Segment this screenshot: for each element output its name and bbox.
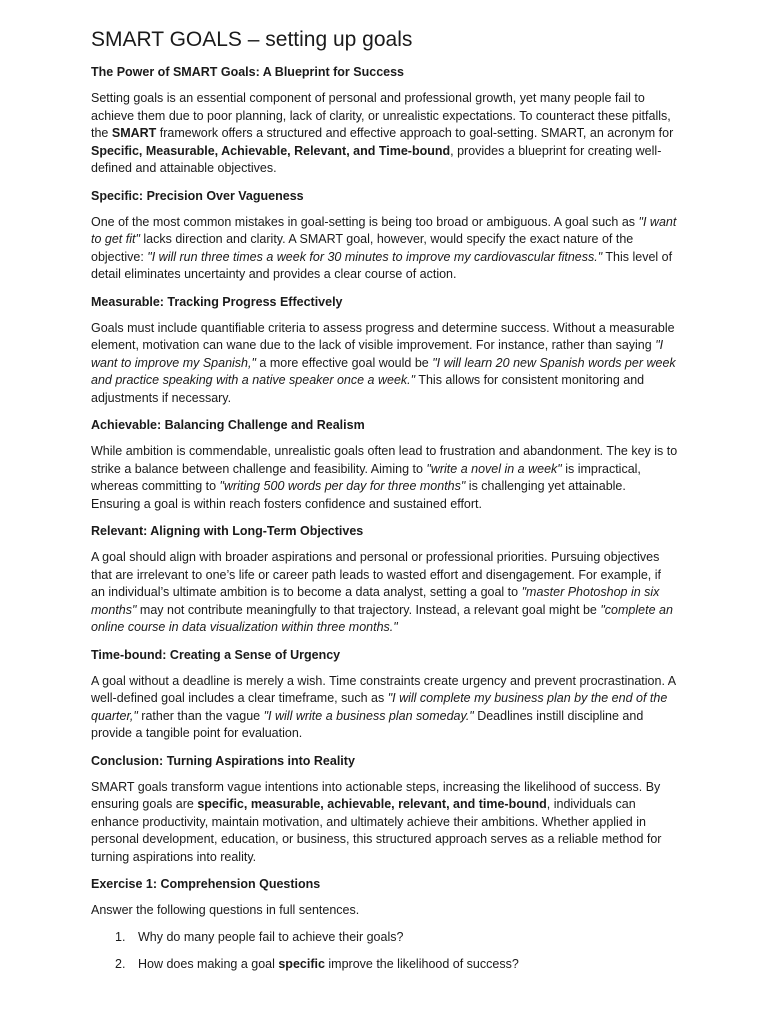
text-run: This allows for consistent monitoring and adjustments if necessary. (91, 373, 645, 405)
section-heading: Conclusion: Turning Aspirations into Reality (91, 753, 355, 768)
section-timebound (91, 646, 678, 743)
text-run: , individuals can enhance productivity, maintain motivation, and ultimately achieve their ambitions. Whether applied in personal development, education, or business, this structured approach serves as a reliable method for turning aspirations into reality. (91, 797, 662, 864)
text-run: Deadlines instill discipline and provide a tangible point for evaluation. (91, 708, 644, 740)
section-heading: Achievable: Balancing Challenge and Realism (91, 418, 365, 432)
bold-run: SMART (111, 126, 157, 140)
section-heading: Measurable: Tracking Progress Effectively (91, 294, 343, 309)
text-run: is impractical, whereas committing to (91, 461, 641, 493)
section-measurable (91, 293, 678, 408)
text-run: improve the likelihood of success? (324, 957, 519, 971)
text-run: This level of detail eliminates uncertainty and provides a clear course of action. (91, 249, 673, 281)
section-specific (91, 187, 678, 284)
text-run: Goals must include quantifiable criteria to assess progress and determine success. Without a measurable element, motivation can wane due to the lack of visible improvement. For instance, rather than saying (91, 320, 675, 352)
text-run: a more effective goal would be (255, 355, 433, 370)
text-run: A goal should align with broader aspirations and personal or professional priorities. Pursuing objectives that are irrelevant to one’s life or career path leads to wasted effort and disengagement. For example, if an individual’s ultimate ambition is to become a data analyst, setting a goal to (91, 550, 662, 599)
section-heading: Specific: Precision Over Vagueness (91, 188, 304, 203)
italic-run: "I will learn 20 new Spanish words per week and practice speaking with a native speaker once a week." (91, 355, 676, 387)
text-run: A goal without a deadline is merely a wish. Time constraints create urgency and prevent procrastination. A well-defined goal includes a clear timeframe, such as (91, 673, 676, 705)
section-heading: Relevant: Aligning with Long-Term Objectives (91, 524, 364, 538)
text-run: lacks direction and clarity. A SMART goal, however, would specify the exact nature of the objective: (91, 232, 634, 264)
section-intro (91, 63, 678, 178)
italic-run: "master Photoshop in six months" (91, 585, 660, 617)
question-item (91, 929, 678, 947)
section-paragraph (91, 673, 678, 743)
text-run: framework offers a structured and effective approach to goal-setting. SMART, an acronym for (156, 126, 674, 140)
italic-run: "I will write a business plan someday." (263, 708, 474, 723)
exercise-instruction: Answer the following questions in full sentences. (91, 903, 360, 917)
section-paragraph (91, 320, 678, 408)
italic-run: "I will complete my business plan by the end of the quarter," (91, 691, 668, 723)
italic-run: "writing 500 words per day for three months" (219, 479, 466, 493)
text-run: While ambition is commendable, unrealistic goals often lead to frustration and abandonment. The key is to strike a balance between challenge and feasibility. Aiming to (91, 444, 678, 476)
text-run: , provides a blueprint for creating well-defined and attainable objectives. (91, 143, 662, 175)
italic-run: "I want to improve my Spanish," (91, 338, 664, 370)
bold-run: Specific, Measurable, Achievable, Relevant, and Time-bound (91, 143, 451, 158)
italic-run: "I will run three times a week for 30 minutes to improve my cardiovascular fitness." (147, 249, 603, 264)
section-paragraph (91, 214, 678, 284)
italic-run: "I want to get fit" (91, 214, 677, 246)
italic-run: "write a novel in a week" (426, 461, 562, 476)
section-achievable (91, 416, 678, 513)
question-number: 2. (115, 957, 126, 971)
bold-run: specific, measurable, achievable, relevant, and time-bound (197, 797, 547, 811)
question-text (138, 957, 519, 971)
text-run: SMART goals transform vague intentions into actionable steps, increasing the likelihood of success. By ensuring goals are (91, 779, 661, 811)
text-run: How does making a goal (138, 957, 279, 971)
section-exercise (91, 875, 678, 974)
exercise-heading: Exercise 1: Comprehension Questions (91, 877, 321, 891)
section-paragraph (91, 90, 678, 178)
section-heading: The Power of SMART Goals: A Blueprint for Success (91, 65, 405, 79)
section-conclusion (91, 752, 678, 867)
text-run: may not contribute meaningfully to that trajectory. Instead, a relevant goal might be (136, 602, 601, 617)
question-item (91, 956, 678, 974)
text-run: One of the most common mistakes in goal-setting is being too broad or ambiguous. A goal such as (91, 214, 639, 229)
section-heading: Time-bound: Creating a Sense of Urgency (91, 647, 341, 662)
text-run: rather than the vague (137, 708, 264, 723)
page-title: SMART GOALS – setting up goals (91, 28, 413, 51)
section-paragraph (91, 779, 678, 867)
text-run: Setting goals is an essential component of personal and professional growth, yet many people fail to achieve them due to poor planning, lack of clarity, or unrealistic expectations. To counteract these pitfalls, the (91, 91, 671, 140)
question-list (91, 929, 678, 974)
section-relevant (91, 522, 678, 637)
section-paragraph (91, 443, 678, 513)
section-paragraph (91, 549, 678, 637)
question-number: 1. (115, 929, 126, 944)
question-text: Why do many people fail to achieve their goals? (138, 929, 404, 944)
text-run: is challenging yet attainable. Ensuring a goal is within reach fosters confidence and sustained effort. (91, 479, 626, 511)
bold-run: specific (278, 957, 325, 971)
italic-run: "complete an online course in data visualization within three months." (91, 602, 673, 634)
